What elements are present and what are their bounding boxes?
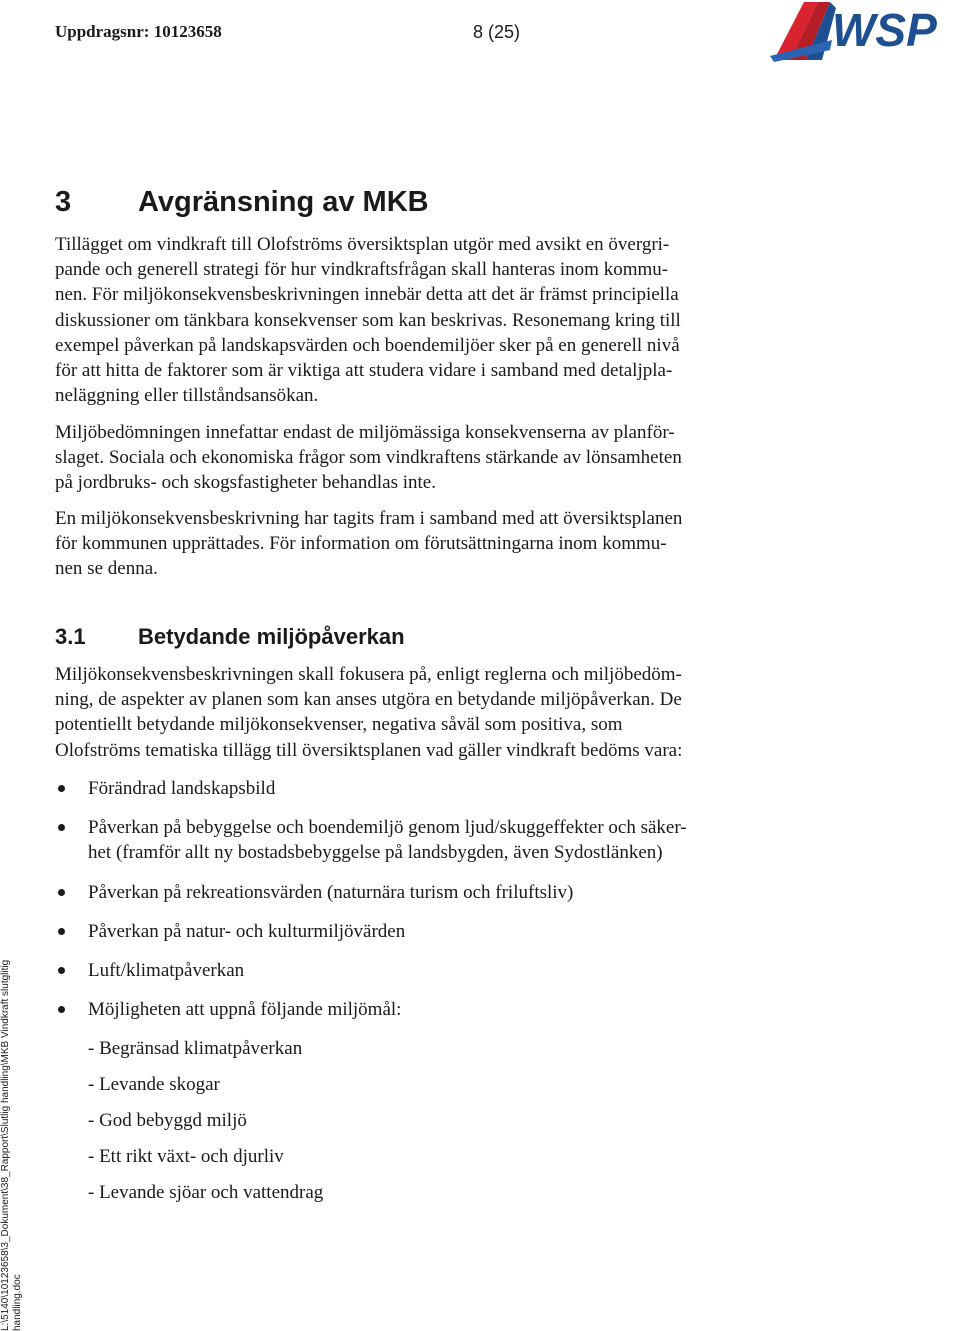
paragraph-3 bbox=[55, 506, 775, 582]
list-item-text: Förändrad landskapsbild bbox=[88, 778, 276, 799]
list-item-text: Påverkan på bebyggelse och boendemiljö genom ljud/skuggeffekter och säker- bbox=[88, 817, 687, 839]
list-item bbox=[55, 997, 775, 1022]
text-line: ning, de aspekter av planen som kan anses utgöra en betydande miljöpåverkan. De bbox=[55, 689, 682, 711]
list-item-text: Påverkan på natur- och kulturmiljövärden bbox=[88, 920, 406, 942]
bullet-icon bbox=[58, 889, 65, 896]
list-item bbox=[55, 815, 775, 865]
text-line: En miljökonsekvensbeskrivning har tagits fram i samband med att översiktsplanen bbox=[55, 508, 683, 529]
bullet-icon bbox=[58, 1006, 65, 1013]
text-line: slaget. Sociala och ekonomiska frågor som vindkraftens stärkande av lönsamheten bbox=[55, 447, 682, 469]
text-line: Miljöbedömningen innefattar endast de miljömässiga konsekvenserna av planför- bbox=[55, 422, 675, 443]
text-line: Miljökonsekvensbeskrivningen skall fokusera på, enligt reglerna och miljöbedöm- bbox=[55, 664, 682, 685]
wsp-logo bbox=[770, 0, 960, 62]
paragraph-1 bbox=[55, 232, 775, 408]
goal-item: - God bebyggd miljö bbox=[88, 1110, 247, 1131]
bullet-icon bbox=[58, 928, 65, 935]
goal-item: - Ett rikt växt- och djurliv bbox=[88, 1146, 284, 1167]
text-line: på jordbruks- och skogsfastigheter behandlas inte. bbox=[55, 472, 436, 494]
text-line: för kommunen upprättades. För information om förutsättningarna inom kommu- bbox=[55, 533, 667, 555]
subsection-title: Betydande miljöpåverkan bbox=[138, 624, 405, 649]
list-item-text: Luft/klimatpåverkan bbox=[88, 960, 245, 982]
page-number: 8 (25) bbox=[473, 22, 521, 42]
text-line: Olofströms tematiska tillägg till översiktsplanen vad gäller vindkraft bedöms vara: bbox=[55, 739, 683, 761]
subsection-number: 3.1 bbox=[55, 624, 86, 649]
paragraph-2 bbox=[55, 420, 775, 496]
file-path-line: handling.doc bbox=[12, 1274, 23, 1331]
text-line: neläggning eller tillståndsansökan. bbox=[55, 385, 319, 407]
list-item bbox=[55, 776, 775, 801]
bullet-icon bbox=[58, 785, 65, 792]
list-item bbox=[55, 919, 775, 944]
subsection-intro bbox=[55, 662, 775, 763]
list-item-text: Påverkan på rekreationsvärden (naturnära turism och friluftsliv) bbox=[88, 881, 574, 903]
bullet-icon bbox=[58, 967, 65, 974]
text-line: exempel påverkan på landskapsvärden och boendemiljöer sker på en generell nivå bbox=[55, 334, 680, 356]
list-item-text: het (framför allt ny bostadsbebyggelse på landsbygden, även Sydostlänken) bbox=[88, 842, 663, 864]
text-line: nen. För miljökonsekvensbeskrivningen innebär detta att det är främst principiella bbox=[55, 284, 679, 306]
section-heading bbox=[55, 186, 429, 219]
file-path bbox=[0, 901, 24, 1331]
text-line: för att hitta de faktorer som är viktiga att studera vidare i samband med detaljpla- bbox=[55, 360, 673, 382]
subsection-heading bbox=[55, 624, 405, 650]
list-item bbox=[55, 880, 775, 905]
section-title: Avgränsning av MKB bbox=[138, 186, 429, 218]
text-line: pande och generell strategi för hur vindkraftsfrågan skall hanteras inom kommu- bbox=[55, 259, 669, 281]
list-item bbox=[55, 958, 775, 983]
text-line: potentiellt betydande miljökonsekvenser, negativa såväl som positiva, som bbox=[55, 714, 623, 736]
section-number: 3 bbox=[55, 186, 72, 218]
list-item-text: Möjligheten att uppnå följande miljömål: bbox=[88, 999, 402, 1021]
text-line: nen se denna. bbox=[55, 558, 158, 580]
file-path-line: L:\5140\10123658\3_Dokument\38_Rapport\Slutlig handling\MKB Vindkraft slutglitig bbox=[0, 959, 11, 1331]
assignment-number: Uppdragsnr: 10123658 bbox=[55, 22, 222, 41]
bullet-icon bbox=[58, 824, 65, 831]
text-line: diskussioner om tänkbara konsekvenser som kan beskrivas. Resonemang kring till bbox=[55, 309, 681, 331]
goal-item: - Begränsad klimatpåverkan bbox=[88, 1038, 303, 1059]
impact-list bbox=[55, 776, 775, 1022]
svg-text:WSP: WSP bbox=[832, 4, 937, 56]
text-line: Tillägget om vindkraft till Olofströms översiktsplan utgör med avsikt en övergri- bbox=[55, 234, 670, 255]
goal-item: - Levande sjöar och vattendrag bbox=[88, 1182, 324, 1203]
goal-item: - Levande skogar bbox=[88, 1074, 220, 1095]
